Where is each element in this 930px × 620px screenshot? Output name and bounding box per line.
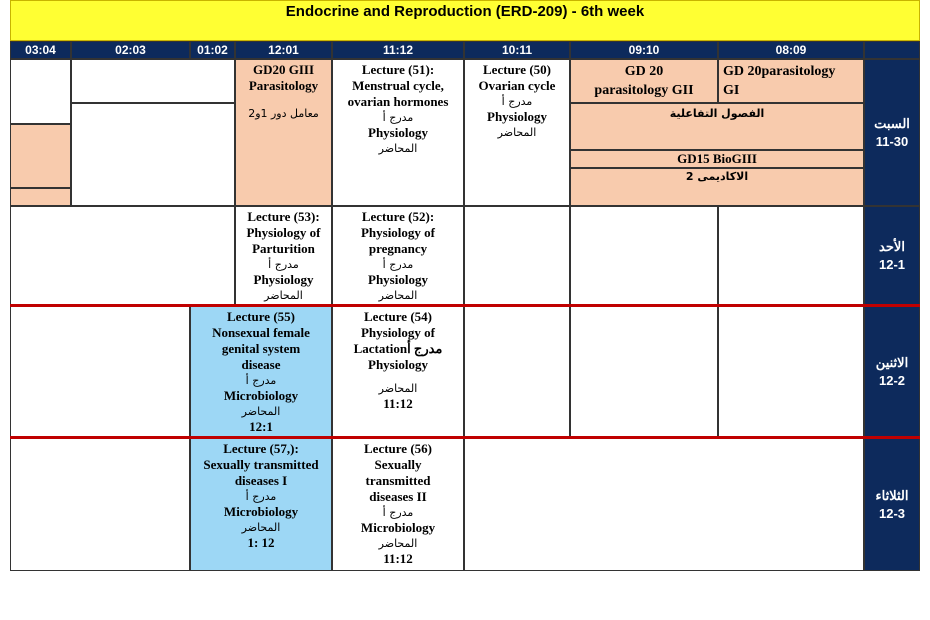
day-date: 12-3 (878, 505, 906, 521)
session-department: parasitology GII (594, 83, 694, 98)
lecture-topic: transmitted (365, 473, 431, 488)
room-label: الاكاديمى 2 (685, 170, 749, 183)
lecture-hall: مدرج أ (501, 95, 533, 108)
lecture-topic: Ovarian cycle (478, 78, 556, 93)
lecture-topic: genital system (221, 341, 301, 356)
empty-cell (10, 124, 71, 188)
lecture-57 (190, 438, 332, 571)
time-header-11-12: 11:12 (332, 41, 464, 59)
time-header-day (864, 41, 920, 59)
day-sunday (864, 206, 920, 306)
lecture-topic: Nonsexual female (212, 325, 310, 340)
lecture-hall: مدرج أ (245, 374, 277, 387)
lecture-topic: diseases I (234, 473, 288, 488)
lecture-department: Microbiology (360, 520, 436, 535)
lecture-department: Physiology (487, 109, 547, 124)
lecture-time: 11:12 (383, 551, 413, 566)
lecture-type: المحاضر (378, 537, 418, 550)
lecture-topic: Sexually transmitted (203, 457, 319, 472)
session-gd20-gii (570, 59, 718, 103)
lecture-topic: Physiology of (246, 225, 321, 240)
session-title: GD 20 (624, 64, 664, 79)
lecture-title: Lecture (53): (247, 209, 320, 224)
lecture-hall: مدرج أ (382, 111, 414, 124)
page-title: Endocrine and Reproduction (ERD-209) - 6th week (10, 0, 920, 41)
day-monday (864, 306, 920, 438)
time-header-03-04: 03:04 (10, 41, 71, 59)
time-header-10-11: 10:11 (464, 41, 570, 59)
session-gd15-biogiii (570, 150, 864, 168)
time-header-08-09: 08:09 (718, 41, 864, 59)
day-date: 12-2 (878, 373, 906, 388)
lecture-title: Lecture (52): (361, 209, 435, 224)
lecture-time: 1: 12 (247, 535, 275, 550)
lecture-topic: Physiology of (360, 325, 436, 340)
lecture-hall: مدرج أ (268, 258, 299, 271)
schedule-grid (10, 41, 920, 571)
lecture-53 (235, 206, 332, 306)
lecture-department: Physiology (368, 272, 428, 287)
empty-cell (570, 306, 718, 438)
empty-cell (10, 438, 190, 571)
day-name: الأحد (879, 239, 905, 254)
lecture-title: Lecture (51): (361, 62, 435, 77)
empty-cell (10, 59, 71, 124)
lecture-type: المحاضر (378, 289, 418, 302)
session-gd20-gi (718, 59, 864, 103)
lecture-54 (332, 306, 464, 438)
empty-cell (71, 59, 235, 103)
interactive-halls-cell (570, 103, 864, 150)
lecture-department: Physiology (253, 272, 314, 287)
session-gd20-giii (235, 59, 332, 206)
empty-cell (718, 306, 864, 438)
time-header-09-10: 09:10 (570, 41, 718, 59)
lecture-hall: مدرج أ (382, 506, 414, 519)
session-department: Parasitology (248, 78, 319, 93)
empty-cell (464, 438, 864, 571)
time-header-01-02: 01:02 (190, 41, 235, 59)
lecture-topic-hall: Lactationمدرج أ (353, 341, 443, 356)
lecture-52 (332, 206, 464, 306)
lecture-title: Lecture (57,): (223, 441, 299, 456)
empty-cell (718, 206, 864, 306)
day-saturday (864, 59, 920, 206)
day-date: 11-30 (875, 133, 909, 149)
lecture-hall: مدرج أ (382, 258, 414, 271)
lecture-type: المحاضر (378, 382, 418, 395)
empty-cell (464, 206, 570, 306)
lecture-title: Lecture (50) (483, 62, 551, 77)
lecture-type: المحاضر (497, 126, 537, 139)
lecture-time: 11:12 (383, 396, 413, 411)
lecture-title: Lecture (55) (227, 309, 295, 324)
empty-cell (10, 206, 235, 306)
time-header-12-01: 12:01 (235, 41, 332, 59)
day-date: 12-1 (878, 257, 906, 272)
lecture-department: Physiology (368, 357, 428, 372)
lecture-topic: Menstrual cycle, (352, 78, 444, 93)
session-title: GD 20parasitology (723, 64, 836, 79)
day-tuesday (864, 438, 920, 571)
lecture-title: Lecture (54) (364, 309, 432, 324)
lecture-type: المحاضر (241, 405, 281, 418)
lecture-topic: Parturition (252, 241, 315, 256)
lecture-56 (332, 438, 464, 571)
lecture-topic: disease (241, 357, 281, 372)
row-separator (10, 436, 920, 439)
session-room: معامل دور 1و2 (248, 107, 319, 120)
lecture-topic: ovarian hormones (347, 94, 449, 109)
session-title: GD15 BioGIII (677, 151, 757, 166)
lecture-type: المحاضر (241, 521, 281, 534)
empty-cell (10, 188, 71, 206)
empty-cell (71, 103, 235, 206)
lecture-topic: Physiology of (360, 225, 436, 240)
academy-room-cell (570, 168, 864, 206)
session-group: GI (723, 83, 740, 98)
room-label: الفصول التفاعلية (669, 107, 765, 120)
day-name: الاثنين (875, 355, 909, 370)
session-title: GD20 GIII (252, 62, 315, 77)
lecture-department: Microbiology (223, 388, 299, 403)
lecture-title: Lecture (56) (364, 441, 432, 456)
empty-cell (464, 306, 570, 438)
empty-cell (570, 206, 718, 306)
lecture-type: المحاضر (264, 289, 303, 302)
day-name: الثلاثاء (875, 487, 909, 503)
lecture-hall: مدرج أ (245, 490, 277, 503)
lecture-department: Physiology (368, 125, 428, 140)
lecture-type: المحاضر (378, 142, 418, 155)
day-name: السبت (874, 115, 910, 131)
lecture-time: 12:1 (249, 419, 273, 434)
lecture-topic: Sexually (374, 457, 422, 472)
lecture-department: Microbiology (223, 504, 299, 519)
time-header-02-03: 02:03 (71, 41, 190, 59)
lecture-51 (332, 59, 464, 206)
lecture-55 (190, 306, 332, 438)
lecture-topic: pregnancy (368, 241, 428, 256)
lecture-topic: diseases II (369, 489, 427, 504)
lecture-50 (464, 59, 570, 206)
row-separator (10, 304, 920, 307)
empty-cell (10, 306, 190, 438)
